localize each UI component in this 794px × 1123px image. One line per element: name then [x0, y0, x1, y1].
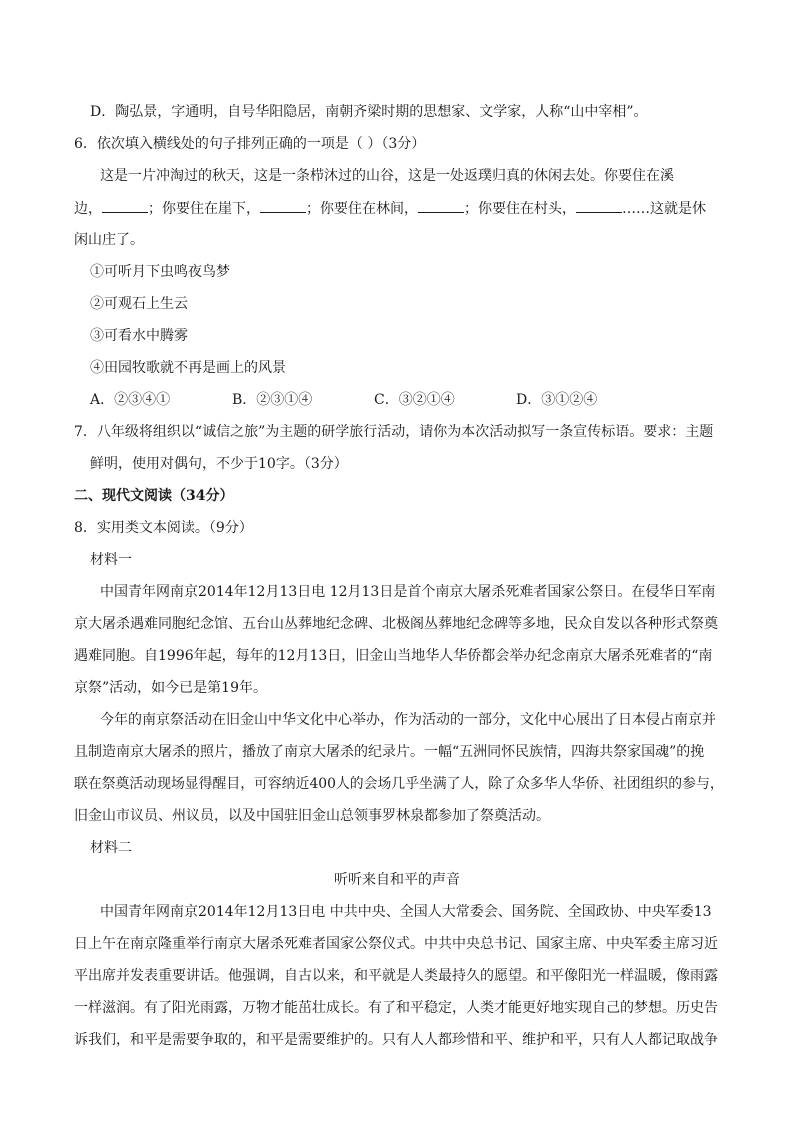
material-1-line: 且制造南京大屠杀的照片，播放了南京大屠杀的纪录片。一幅“五洲同怀民族情，四海共祭家国魂”的挽	[74, 744, 705, 760]
material-1-line: 联在祭奠活动现场显得醒目，可容纳近400人的会场几乎坐满了人，除了众多华人华侨、社团组织的参与，	[74, 776, 724, 792]
material-2-line: 诉我们，和平是需要争取的，和平是需要维护的。只有人人都珍惜和平、维护和平，只有人人都记取战争	[74, 1032, 718, 1048]
passage-line-2	[74, 198, 706, 219]
option-b: B．②③①④	[232, 392, 313, 408]
sentence-4: ④田园牧歌就不再是画上的风景	[90, 360, 286, 376]
material-2-title: 听听来自和平的声音	[334, 872, 460, 888]
passage-fragment: 边，	[74, 201, 102, 217]
material-1-line: 今年的南京祭活动在旧金山中华文化中心举办，作为活动的一部分，文化中心展出了日本侵占南京并	[100, 712, 716, 728]
answer-options	[90, 390, 658, 410]
answer-blank-3	[418, 198, 464, 213]
passage-fragment: ；你要住在村头，	[464, 201, 576, 217]
material-2-label: 材料二	[90, 840, 132, 856]
passage-line-1: 这是一片冲淘过的秋天，这是一条栉沐过的山谷，这是一处返璞归真的休闲去处。你要住在溪	[100, 168, 674, 184]
passage-fragment: ……这就是休	[622, 201, 706, 217]
sentence-3: ③可看水中腾雾	[90, 328, 188, 344]
passage-fragment: ；你要住在林间，	[306, 201, 418, 217]
material-1-line: 中国青年网南京2014年12月13日电 12月13日是首个南京大屠杀死难者国家公祭日。在侵华日军南	[100, 584, 716, 600]
answer-blank-1	[102, 198, 148, 213]
material-1-line: 遇难同胞。自1996年起，每年的12月13日，旧金山当地华人华侨都会举办纪念南京大屠杀死难者的“南	[74, 648, 713, 664]
passage-line-3: 闲山庄了。	[74, 232, 144, 248]
material-1-line: 京祭”活动，如今已是第19年。	[74, 680, 267, 696]
material-2-line: 一样滋润。有了阳光雨露，万物才能茁壮成长。有了和平稳定，人类才能更好地实现自己的梦想。历史告	[74, 1000, 718, 1016]
answer-blank-4	[576, 198, 622, 213]
material-2-line: 平出席并发表重要讲话。他强调，自古以来，和平就是人类最持久的愿望。和平像阳光一样温暖，像雨露	[74, 968, 718, 984]
option-a: A．②③④①	[90, 392, 171, 408]
passage-fragment: ；你要住在崖下，	[148, 201, 260, 217]
option-c: C．③②①④	[374, 392, 455, 408]
answer-blank-2	[260, 198, 306, 213]
sentence-1: ①可听月下虫鸣夜鸟梦	[90, 264, 230, 280]
option-d-text: D．陶弘景，字通明，自号华阳隐居，南朝齐梁时期的思想家、文学家，人称“山中宰相”。	[90, 104, 648, 120]
material-2-line: 日上午在南京隆重举行南京大屠杀死难者国家公祭仪式。中共中央总书记、国家主席、中央军委主席习近	[74, 936, 718, 952]
option-d: D．③①②④	[516, 392, 598, 408]
question-7: 7．八年级将组织以“诚信之旅”为主题的研学旅行活动，请你为本次活动拟写一条宣传标语。要求：主题	[74, 424, 714, 440]
question-8: 8．实用类文本阅读。（9分）	[74, 520, 253, 536]
question-7-cont: 鲜明，使用对偶句，不少于10字。（3分）	[90, 456, 348, 472]
question-6: 6．依次填入横线处的句子排列正确的一项是（ ）（3分）	[74, 136, 426, 152]
sentence-2: ②可观石上生云	[90, 296, 188, 312]
material-1-line: 京大屠杀遇难同胞纪念馆、五台山丛葬地纪念碑、北极阁丛葬地纪念碑等多地，民众自发以各种形式祭奠	[74, 616, 718, 632]
material-1-label: 材料一	[90, 552, 132, 568]
material-1-line: 旧金山市议员、州议员，以及中国驻旧金山总领事罗林泉都参加了祭奠活动。	[74, 808, 550, 824]
section-heading: 二、现代文阅读（34分）	[74, 488, 234, 504]
material-2-line: 中国青年网南京2014年12月13日电 中共中央、全国人大常委会、国务院、全国政协、中央军委13	[100, 904, 712, 920]
